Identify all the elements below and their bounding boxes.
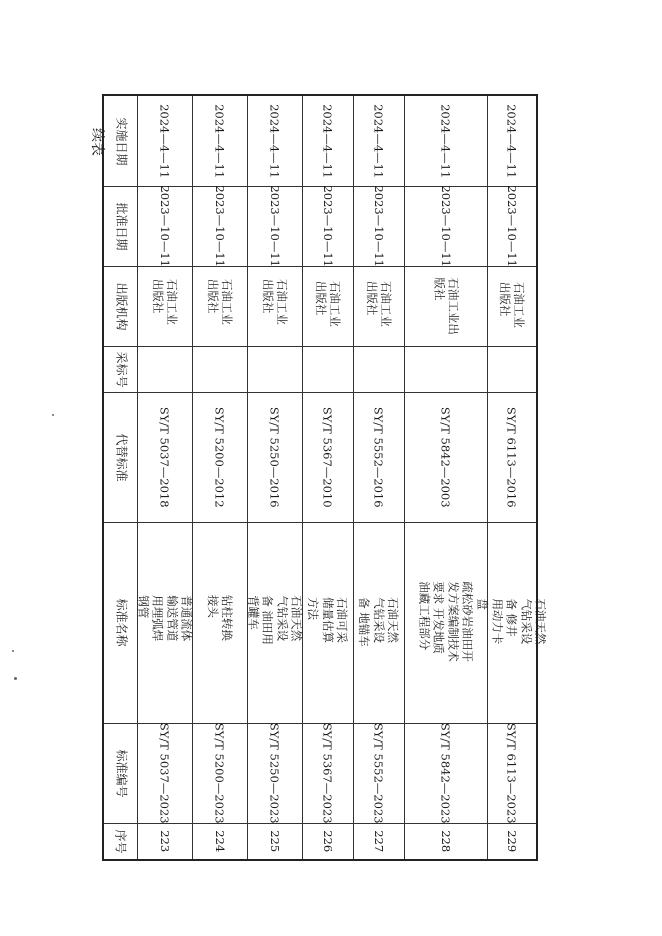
standard-name: 石油天然气钻采设备 油田用背罐车 xyxy=(246,595,304,645)
scan-speck xyxy=(52,414,54,416)
replaced-standard: SY/T 5250—2016 xyxy=(267,406,282,508)
replaced-standard: SY/T 5552—2016 xyxy=(371,406,386,508)
implementation-date: 2024—4—11 xyxy=(438,103,453,179)
standard-no: SY/T 5842—2023 xyxy=(438,722,453,824)
standard-no: SY/T 5250—2023 xyxy=(267,722,282,824)
standard-name: 石油天然气钻采设备 地锚车 xyxy=(357,597,401,647)
seq: 223 xyxy=(157,830,172,852)
publisher: 石油工业出版社 xyxy=(150,278,179,325)
standard-no: SY/T 5200—2023 xyxy=(212,722,227,824)
approval-date: 2023—10—11 xyxy=(267,185,282,267)
table-row xyxy=(475,96,548,859)
scan-speck xyxy=(14,677,17,680)
implementation-date: 2024—4—11 xyxy=(320,103,335,179)
replaced-standard: SY/T 5367—2010 xyxy=(320,406,335,508)
implementation-date: 2024—4—11 xyxy=(267,103,282,179)
publisher: 石油工业出版社 xyxy=(364,280,393,327)
standard-no: SY/T 5037—2023 xyxy=(157,722,172,824)
header-approval-date: 批准日期 xyxy=(114,201,129,251)
standard-name: 石油可采储量估算方法 xyxy=(306,597,350,643)
approval-date: 2023—10—11 xyxy=(212,185,227,267)
approval-date: 2023—10—11 xyxy=(438,185,453,267)
header-adopted-no: 采标号 xyxy=(114,350,129,388)
header-publisher: 出版机构 xyxy=(114,281,129,331)
header-standard-no: 标准编号 xyxy=(114,748,129,798)
seq: 226 xyxy=(320,830,335,852)
table-row xyxy=(353,96,404,859)
approval-date: 2023—10—11 xyxy=(504,185,519,267)
table-row xyxy=(247,96,302,859)
standard-name: 石油天然气钻采设备 修井用动力卡盘 xyxy=(475,598,548,644)
standard-no: SY/T 5552—2023 xyxy=(371,722,386,824)
publisher: 石油工业出版社 xyxy=(205,278,234,325)
approval-date: 2023—10—11 xyxy=(157,185,172,267)
replaced-standard: SY/T 5200—2012 xyxy=(212,406,227,508)
scan-speck xyxy=(12,650,14,652)
standard-name: 疏松砂岩油田开发方案编制技术要求 开发地质油藏工程部分 xyxy=(417,581,475,662)
seq: 228 xyxy=(438,830,453,852)
approval-date: 2023—10—11 xyxy=(320,185,335,267)
seq: 225 xyxy=(267,830,282,852)
table-row xyxy=(302,96,353,859)
seq: 229 xyxy=(504,830,519,852)
publisher: 石油工业出版社 xyxy=(497,281,526,328)
publisher: 石油工业出版社 xyxy=(260,278,289,325)
implementation-date: 2024—4—11 xyxy=(371,103,386,179)
replaced-standard: SY/T 5842—2003 xyxy=(438,406,453,508)
publisher: 石油工业出版社 xyxy=(431,277,460,335)
header-standard-name: 标准名称 xyxy=(114,598,129,647)
replaced-standard: SY/T 5037—2018 xyxy=(157,406,172,508)
header-replaced-standard: 代替标准 xyxy=(114,432,129,482)
header-seq: 序号 xyxy=(113,828,128,854)
standard-no: SY/T 5367—2023 xyxy=(320,722,335,824)
header-implementation-date: 实施日期 xyxy=(114,116,129,166)
standards-table xyxy=(102,94,548,861)
publisher: 石油工业出版社 xyxy=(313,280,342,327)
implementation-date: 2024—4—11 xyxy=(504,103,519,179)
replaced-standard: SY/T 6113—2016 xyxy=(504,406,519,508)
standard-name: 普通流体输送管道用埋弧焊钢管 xyxy=(136,595,194,641)
seq: 227 xyxy=(371,830,386,852)
seq: 224 xyxy=(212,830,227,852)
table-row xyxy=(192,96,247,859)
standard-name: 钻柱转换接头 xyxy=(205,595,234,641)
implementation-date: 2024—4—11 xyxy=(157,103,172,179)
table-row xyxy=(137,96,192,859)
continued-label: 续表 xyxy=(89,128,105,156)
table-row xyxy=(404,96,487,859)
standard-no: SY/T 6113—2023 xyxy=(504,722,519,824)
implementation-date: 2024—4—11 xyxy=(212,103,227,179)
approval-date: 2023—10—11 xyxy=(371,185,386,267)
